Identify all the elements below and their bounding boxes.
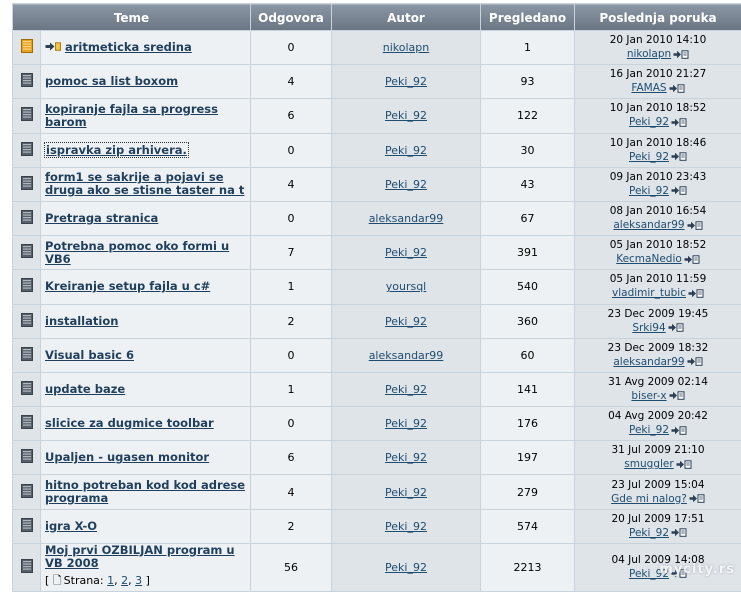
last-post-user-link[interactable]: nikolapn (626, 48, 672, 61)
replies-cell: 2 (251, 510, 331, 543)
views-cell: 197 (481, 441, 574, 474)
topic-icon (20, 558, 34, 577)
pages-label: Strana: (63, 573, 104, 587)
topic-icon (20, 243, 34, 262)
views-cell: 30 (481, 134, 574, 167)
table-row (13, 31, 741, 64)
go-to-last-post-icon[interactable] (671, 152, 687, 161)
replies-cell: 6 (251, 99, 331, 132)
topic-cell (41, 441, 250, 474)
table-row (13, 441, 741, 474)
topic-title-link[interactable]: update baze (45, 382, 126, 396)
topic-icon (20, 106, 34, 125)
topic-pagination: [ 🗋 Strana: 1, 2, 3 ] (45, 573, 150, 587)
topic-icon (20, 141, 34, 160)
last-post-cell (575, 134, 741, 167)
topic-title-link[interactable]: installation (45, 314, 119, 328)
topic-cell (41, 202, 250, 235)
last-post-cell (575, 236, 741, 269)
topic-title-link[interactable]: Upaljen - ugasen monitor (45, 451, 210, 465)
last-post-user-link[interactable]: FAMAS (631, 82, 667, 95)
topic-status-cell (13, 202, 40, 235)
last-post-user-link[interactable]: Srki94 (632, 321, 666, 334)
replies-cell: 1 (251, 270, 331, 303)
replies-cell: 56 (251, 544, 331, 591)
go-to-last-post-icon[interactable] (687, 357, 703, 366)
topic-cell (41, 99, 250, 132)
topic-cell (41, 168, 250, 201)
last-post-user-link[interactable]: aleksandar99 (613, 355, 685, 368)
author-cell (332, 134, 480, 167)
topic-table (12, 3, 741, 592)
replies-cell: 2 (251, 305, 331, 338)
go-to-last-post-icon[interactable] (669, 391, 685, 400)
topic-title-link[interactable]: aritmeticka sredina (65, 39, 192, 54)
replies-cell: 0 (251, 31, 331, 64)
last-post-user-link[interactable]: smuggler (624, 458, 674, 471)
last-post-date: 20 Jan 2010 14:10 (609, 34, 707, 47)
go-to-last-post-icon[interactable] (671, 186, 687, 195)
last-post-cell (575, 168, 741, 201)
last-post-cell (575, 441, 741, 474)
topic-cell (41, 339, 250, 372)
topic-icon (20, 414, 34, 433)
topic-status-cell (13, 65, 40, 98)
topic-title-link[interactable]: slicice za dugmice toolbar (45, 417, 214, 431)
newest-post-icon[interactable] (45, 41, 61, 54)
topic-status-cell (13, 31, 40, 64)
page-link[interactable]: 2 (121, 573, 129, 587)
author-link[interactable]: Peki_92 (385, 314, 427, 328)
author-link[interactable]: Peki_92 (385, 75, 427, 89)
author-cell (332, 305, 480, 338)
table-row (13, 236, 741, 269)
header-author: Autor (332, 4, 480, 30)
last-post-date: 05 Jan 2010 11:59 (609, 273, 707, 286)
topic-cell (41, 65, 250, 98)
topic-icon (20, 175, 34, 194)
last-post-date: 09 Jan 2010 23:43 (609, 170, 707, 183)
topic-status-cell (13, 544, 40, 591)
author-link[interactable]: Peki_92 (385, 451, 427, 465)
table-row (13, 407, 741, 440)
new-topic-icon (20, 38, 34, 57)
author-link[interactable]: Peki_92 (385, 246, 427, 260)
views-cell: 141 (481, 373, 574, 406)
table-row (13, 270, 741, 303)
table-row (13, 544, 741, 591)
author-link[interactable]: yoursql (385, 280, 427, 294)
topic-title-link[interactable]: hitno potreban kod kod adrese programa (45, 479, 246, 506)
go-to-last-post-icon[interactable] (673, 50, 689, 59)
views-cell: 391 (481, 236, 574, 269)
last-post-cell (575, 373, 741, 406)
topic-title-link[interactable]: ispravka zip arhivera. (46, 142, 187, 157)
topic-title-link[interactable]: Visual basic 6 (45, 348, 134, 362)
last-post-date: 23 Dec 2009 19:45 (607, 307, 709, 320)
views-cell: 60 (481, 339, 574, 372)
table-row (13, 510, 741, 543)
topic-cell (41, 510, 250, 543)
topic-status-cell (13, 305, 40, 338)
table-row (13, 65, 741, 98)
author-cell (332, 510, 480, 543)
author-cell (332, 202, 480, 235)
topic-cell (41, 305, 250, 338)
topic-status-cell (13, 339, 40, 372)
topic-cell (41, 270, 250, 303)
last-post-cell (575, 31, 741, 64)
last-post-cell (575, 339, 741, 372)
views-cell: 176 (481, 407, 574, 440)
topic-status-cell (13, 270, 40, 303)
last-post-date: 31 Jul 2009 21:10 (611, 444, 705, 457)
table-row (13, 99, 741, 132)
topic-cell (41, 544, 250, 591)
table-row (13, 202, 741, 235)
last-post-user-link[interactable]: KecmaNedio (616, 253, 682, 266)
go-to-last-post-icon[interactable] (687, 221, 703, 230)
author-link[interactable]: Peki_92 (385, 417, 427, 431)
author-cell (332, 65, 480, 98)
topic-title-link[interactable]: Moj prvi OZBILJAN program u VB 2008 (45, 543, 235, 570)
topic-title-link[interactable]: Pretraga stranica (45, 212, 159, 226)
topic-status-cell (13, 475, 40, 508)
author-cell (332, 441, 480, 474)
topic-status-cell (13, 99, 40, 132)
header-topics: Teme (13, 4, 250, 30)
replies-cell: 4 (251, 65, 331, 98)
replies-cell: 4 (251, 168, 331, 201)
topic-title-link[interactable]: form1 se sakrije a pojavi se druga ako se stisne taster na t (45, 171, 245, 198)
header-replies: Odgovora (251, 4, 331, 30)
topic-icon (20, 277, 34, 296)
topic-icon (20, 209, 34, 228)
last-post-date: 08 Jan 2010 16:54 (609, 205, 707, 218)
author-cell (332, 270, 480, 303)
last-post-user-link[interactable]: Peki_92 (628, 184, 670, 197)
topic-icon (20, 380, 34, 399)
last-post-date: 10 Jan 2010 18:52 (609, 102, 707, 115)
topic-status-cell (13, 373, 40, 406)
views-cell: 360 (481, 305, 574, 338)
replies-cell: 0 (251, 339, 331, 372)
last-post-date: 20 Jul 2009 17:51 (611, 512, 705, 525)
pages-icon: 🗋 (52, 573, 62, 587)
replies-cell: 0 (251, 407, 331, 440)
replies-cell: 1 (251, 373, 331, 406)
topic-title-link[interactable]: igra X-O (45, 519, 98, 533)
last-post-date: 05 Jan 2010 18:52 (609, 239, 707, 252)
last-post-user-link[interactable]: Peki_92 (628, 526, 670, 539)
last-post-cell (575, 99, 741, 132)
last-post-user-link[interactable]: Peki_92 (628, 150, 670, 163)
author-link[interactable]: Peki_92 (385, 560, 427, 574)
last-post-user-link[interactable]: aleksandar99 (613, 219, 685, 232)
page-link[interactable]: 1 (107, 573, 115, 587)
topic-status-cell (13, 236, 40, 269)
author-cell (332, 373, 480, 406)
topic-cell (41, 373, 250, 406)
views-cell: 93 (481, 65, 574, 98)
topic-status-cell (13, 510, 40, 543)
last-post-cell (575, 202, 741, 235)
views-cell: 43 (481, 168, 574, 201)
author-link[interactable]: Peki_92 (385, 143, 427, 157)
author-link[interactable]: nikolapn (382, 41, 430, 55)
views-cell: 122 (481, 99, 574, 132)
last-post-cell (575, 65, 741, 98)
author-link[interactable]: Peki_92 (385, 382, 427, 396)
go-to-last-post-icon[interactable] (676, 460, 692, 469)
go-to-last-post-icon[interactable] (669, 84, 685, 93)
topic-icon (20, 72, 34, 91)
header-views: Pregledano (481, 4, 574, 30)
author-cell (332, 544, 480, 591)
author-cell (332, 339, 480, 372)
last-post-user-link[interactable]: Gde mi nalog? (611, 492, 687, 505)
header-last-post: Poslednja poruka (575, 4, 741, 30)
author-link[interactable]: Peki_92 (385, 519, 427, 533)
last-post-date: 16 Jan 2010 21:27 (609, 68, 707, 81)
topic-cell (41, 475, 250, 508)
last-post-user-link[interactable]: Peki_92 (628, 567, 670, 580)
topic-status-cell (13, 168, 40, 201)
go-to-last-post-icon[interactable] (689, 494, 705, 503)
topic-status-cell (13, 441, 40, 474)
last-post-date: 23 Dec 2009 18:32 (607, 341, 709, 354)
last-post-user-link[interactable]: Peki_92 (628, 116, 670, 129)
last-post-cell (575, 475, 741, 508)
table-row (13, 339, 741, 372)
topic-cell (41, 407, 250, 440)
last-post-user-link[interactable]: Peki_92 (628, 424, 670, 437)
table-row (13, 373, 741, 406)
views-cell: 279 (481, 475, 574, 508)
topic-cell (41, 236, 250, 269)
go-to-last-post-icon[interactable] (671, 528, 687, 537)
topic-title-link[interactable]: kopiranje fajla sa progress barom (45, 102, 218, 129)
watermark: mycity.rs (659, 562, 735, 577)
views-cell: 1 (481, 31, 574, 64)
last-post-date: 04 Jul 2009 14:08 (611, 553, 705, 566)
go-to-last-post-icon[interactable] (668, 323, 684, 332)
author-cell (332, 168, 480, 201)
last-post-date: 04 Avg 2009 20:42 (608, 410, 708, 423)
table-header-row (13, 4, 741, 30)
topic-status-cell (13, 134, 40, 167)
author-cell (332, 475, 480, 508)
topic-title-link[interactable]: Potrebna pomoc oko formi u VB6 (45, 239, 230, 266)
go-to-last-post-icon[interactable] (688, 289, 704, 298)
last-post-cell (575, 270, 741, 303)
last-post-date: 31 Avg 2009 02:14 (608, 375, 708, 388)
author-link[interactable]: Peki_92 (385, 109, 427, 123)
replies-cell: 0 (251, 134, 331, 167)
last-post-cell (575, 305, 741, 338)
go-to-last-post-icon[interactable] (684, 255, 700, 264)
topic-icon (20, 448, 34, 467)
author-cell (332, 407, 480, 440)
last-post-date: 23 Jul 2009 15:04 (611, 478, 705, 491)
last-post-user-link[interactable]: vladimir_tubic (612, 287, 686, 300)
replies-cell: 4 (251, 475, 331, 508)
topic-icon (20, 483, 34, 502)
topic-cell (41, 31, 250, 64)
last-post-cell (575, 407, 741, 440)
views-cell: 2213 (481, 544, 574, 591)
topic-icon (20, 312, 34, 331)
author-link[interactable]: Peki_92 (385, 177, 427, 191)
topic-title-link[interactable]: Kreiranje setup fajla u c# (45, 280, 211, 294)
views-cell: 67 (481, 202, 574, 235)
page-link[interactable]: 3 (135, 573, 143, 587)
author-cell (332, 236, 480, 269)
author-cell (332, 31, 480, 64)
topic-status-cell (13, 407, 40, 440)
author-link[interactable]: Peki_92 (385, 485, 427, 499)
author-link[interactable]: aleksandar99 (368, 212, 444, 226)
replies-cell: 0 (251, 202, 331, 235)
replies-cell: 7 (251, 236, 331, 269)
go-to-last-post-icon[interactable] (671, 426, 687, 435)
author-cell (332, 99, 480, 132)
views-cell: 574 (481, 510, 574, 543)
topic-icon (20, 346, 34, 365)
topic-title-link[interactable]: pomoc sa list boxom (45, 75, 179, 89)
topic-icon (20, 517, 34, 536)
last-post-date: 10 Jan 2010 18:46 (609, 136, 707, 149)
replies-cell: 6 (251, 441, 331, 474)
views-cell: 540 (481, 270, 574, 303)
table-row (13, 168, 741, 201)
author-link[interactable]: aleksandar99 (368, 348, 444, 362)
table-row (13, 475, 741, 508)
table-row (13, 134, 741, 167)
go-to-last-post-icon[interactable] (671, 118, 687, 127)
last-post-user-link[interactable]: biser-x (631, 389, 667, 402)
last-post-cell (575, 510, 741, 543)
table-row (13, 305, 741, 338)
topic-cell (41, 134, 250, 167)
